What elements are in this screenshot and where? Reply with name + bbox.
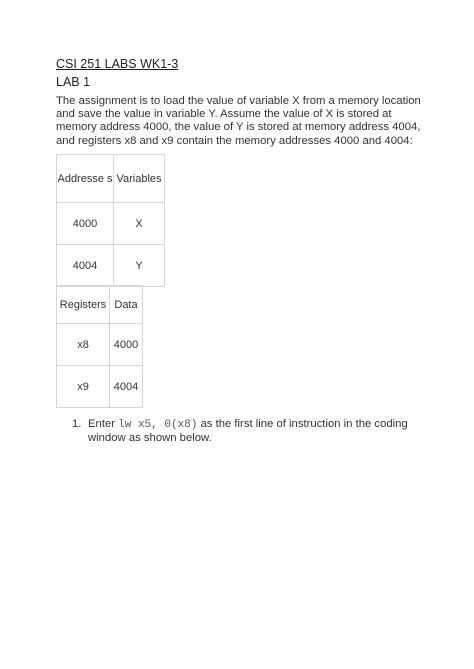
table-cell: Y <box>114 245 165 287</box>
table-header-row <box>57 286 143 324</box>
table-cell: 4004 <box>57 245 114 287</box>
lab-heading: LAB 1 <box>56 75 91 89</box>
step-number: 1. <box>72 418 82 430</box>
table-cell: 4004 <box>110 366 143 408</box>
table-cell: 4000 <box>57 203 114 245</box>
table-cell: X <box>114 203 165 245</box>
memory-address-table <box>56 154 165 287</box>
header-addresses: Addresse s <box>57 155 114 203</box>
header-variables: Variables <box>114 155 165 203</box>
table-cell: x9 <box>57 366 110 408</box>
document-title: CSI 251 LABS WK1-3 <box>56 57 179 71</box>
table-row <box>57 245 165 287</box>
table-row <box>57 324 143 366</box>
header-registers: Registers <box>57 286 110 324</box>
table-cell: 4000 <box>110 324 143 366</box>
step-text-after: as the first line of instruction in the coding window as shown below. <box>88 418 408 445</box>
table-cell: x8 <box>57 324 110 366</box>
intro-paragraph: The assignment is to load the value of variable X from a memory location and save the value in variable Y. Assume the value of X is stored at memory address 4000, the value of Y is stored at memory address 4004, and registers x8 and x9 contain the memory addresses 4000 and 4004: <box>56 95 421 147</box>
table-header-row <box>57 155 165 203</box>
code-snippet: lw x5, 0(x8) <box>118 419 198 431</box>
header-data: Data <box>110 286 143 324</box>
table-row <box>57 366 143 408</box>
step-text <box>88 418 408 445</box>
register-table <box>56 285 143 408</box>
step-text-before: Enter <box>88 418 119 430</box>
table-row <box>57 203 165 245</box>
